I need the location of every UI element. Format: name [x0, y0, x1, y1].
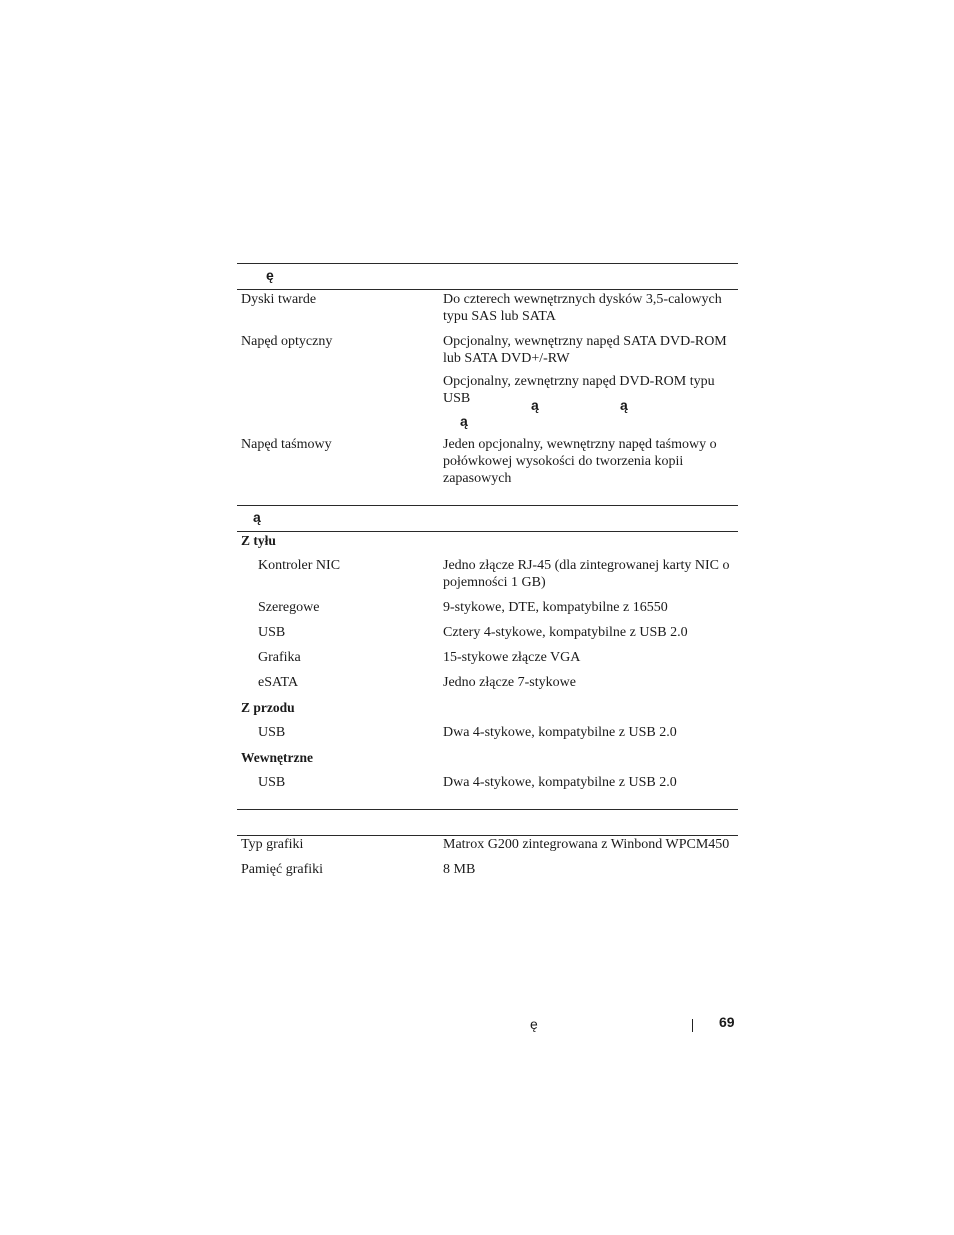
row-value-serial: 9-stykowe, DTE, kompatybilne z 16550: [443, 600, 668, 615]
row-value-usb-internal: Dwa 4-stykowe, kompatybilne z USB 2.0: [443, 775, 677, 790]
page-number: 69: [719, 1014, 735, 1030]
group-title-internal: Wewnętrzne: [241, 750, 313, 765]
row-label-video-memory: Pamięć grafiki: [241, 862, 324, 877]
row-value-usb-rear: Cztery 4-stykowe, kompatybilne z USB 2.0: [443, 625, 688, 640]
row-value-video-memory: 8 MB: [443, 862, 476, 877]
connectors-section-title: ą: [253, 509, 261, 525]
row-label-serial: Szeregowe: [258, 600, 320, 615]
row-label-tape-drive: Napęd taśmowy: [241, 437, 332, 452]
video-section-header: [237, 809, 738, 836]
row-label-esata: eSATA: [258, 675, 299, 690]
row-label-hard-drives: Dyski twarde: [241, 292, 317, 307]
row-label-optical-drive: Napęd optyczny: [241, 334, 333, 349]
note-fragment-1: ą: [531, 397, 539, 413]
row-label-video-type: Typ grafiki: [241, 837, 304, 852]
row-label-usb-internal: USB: [258, 775, 286, 790]
footer-title-fragment: ę: [530, 1016, 538, 1032]
row-value-optical-drive-external: Opcjonalny, zewnętrzny napęd DVD-ROM typu USB: [443, 374, 715, 406]
note-fragment-3: ą: [460, 413, 468, 429]
drives-section-title: ę: [266, 267, 274, 283]
drives-section-header: [237, 263, 738, 290]
group-title-rear: Z tyłu: [241, 533, 276, 548]
row-value-hard-drives: Do czterech wewnętrznych dysków 3,5-calowych typu SAS lub SATA: [443, 292, 722, 324]
row-label-usb-rear: USB: [258, 625, 286, 640]
row-label-nic: Kontroler NIC: [258, 558, 341, 573]
row-value-optical-drive: Opcjonalny, wewnętrzny napęd SATA DVD-ROM lub SATA DVD+/-RW: [443, 334, 727, 366]
row-value-nic: Jedno złącze RJ-45 (dla zintegrowanej karty NIC o pojemności 1 GB): [443, 558, 730, 590]
footer-separator: [692, 1019, 693, 1032]
row-value-video-type: Matrox G200 zintegrowana z Winbond WPCM450: [443, 837, 730, 852]
row-value-usb-front: Dwa 4-stykowe, kompatybilne z USB 2.0: [443, 725, 677, 740]
row-value-tape-drive: Jeden opcjonalny, wewnętrzny napęd taśmowy o połówkowej wysokości do tworzenia kopii zapasowych: [443, 437, 717, 486]
row-value-esata: Jedno złącze 7-stykowe: [443, 675, 576, 690]
row-value-video: 15-stykowe złącze VGA: [443, 650, 581, 665]
connectors-section-header: [237, 505, 738, 532]
note-fragment-2: ą: [620, 397, 628, 413]
group-title-front: Z przodu: [241, 700, 295, 715]
row-label-video: Grafika: [258, 650, 301, 665]
row-label-usb-front: USB: [258, 725, 286, 740]
